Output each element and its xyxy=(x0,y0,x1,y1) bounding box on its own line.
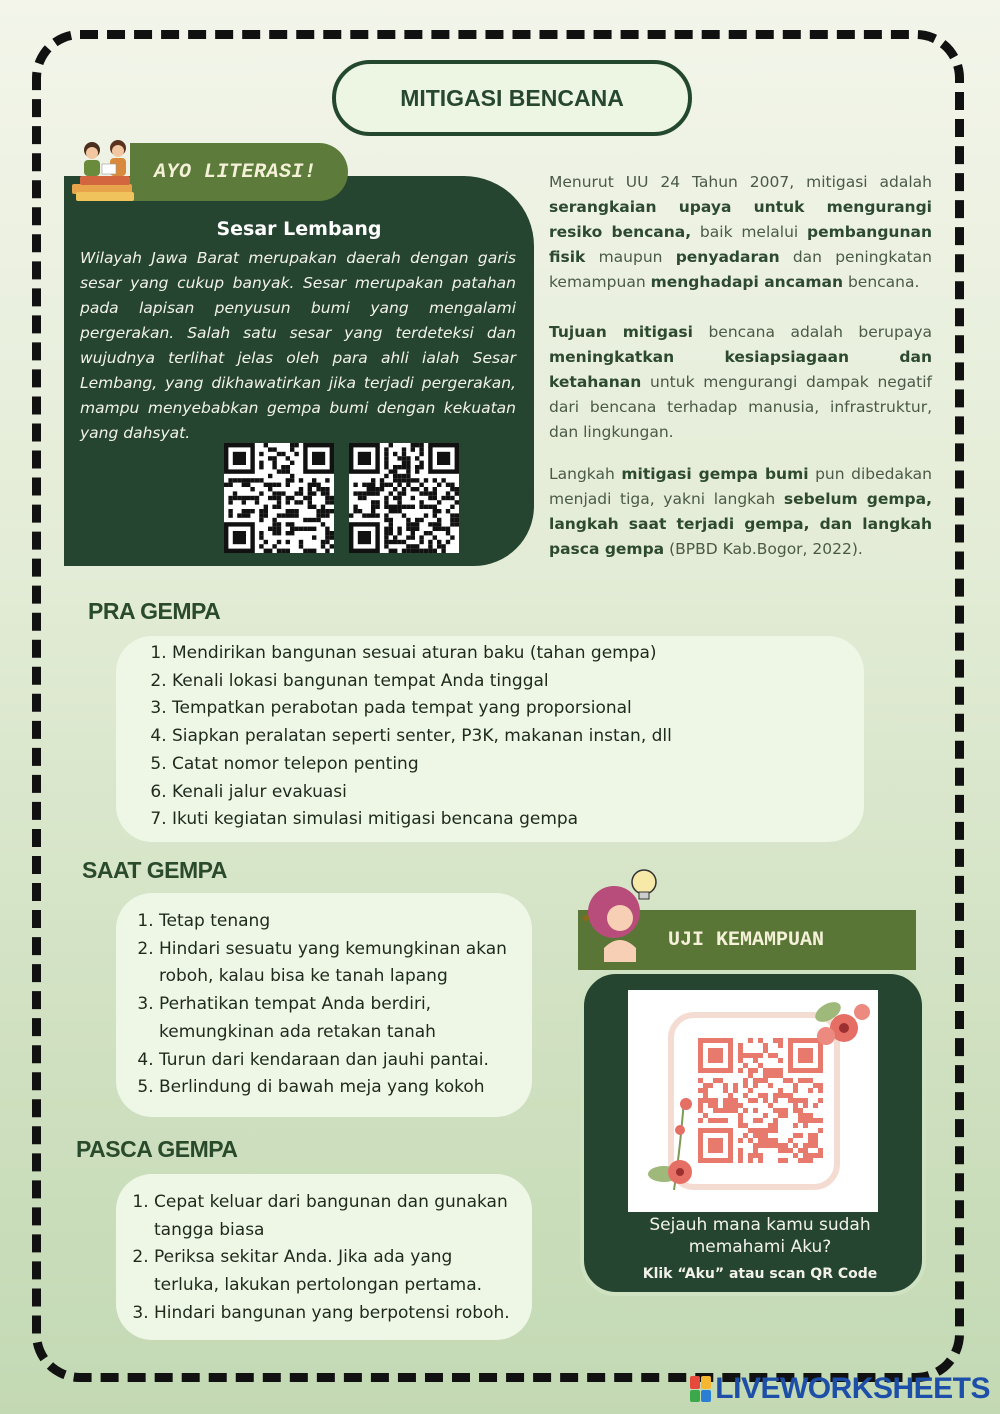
text-run: penyadaran xyxy=(675,248,780,266)
text-run: meningkatkan kesiapsiagaan dan ketahanan xyxy=(549,348,932,391)
text-run: (BPBD Kab.Bogor, 2022). xyxy=(664,540,863,558)
qr-code-right[interactable] xyxy=(349,443,459,553)
kids-reading-books-icon xyxy=(66,136,142,208)
list-item: 1. Tetap tenang xyxy=(159,908,518,936)
list-item: 3. Perhatikan tempat Anda berdiri, kemungkinan ada retakan tanah xyxy=(159,991,518,1046)
brand-text: LIVEWORKSHEETS xyxy=(715,1372,990,1405)
literasi-tab-label: AYO LITERASI! xyxy=(130,143,348,201)
pasca-gempa-list-box xyxy=(116,1174,532,1340)
flower-decoration-icon xyxy=(798,992,878,1062)
saat-gempa-heading: SAAT GEMPA xyxy=(82,857,227,883)
pra-gempa-heading: PRA GEMPA xyxy=(88,598,221,624)
pra-gempa-list xyxy=(116,636,864,834)
list-item: 2. Kenali lokasi bangunan tempat Anda tinggal xyxy=(172,668,864,696)
text-run: dan peningkatan kemampuan xyxy=(549,248,932,291)
flower-stem-decoration-icon xyxy=(644,1090,714,1200)
uji-qr-card[interactable] xyxy=(628,990,878,1212)
literasi-heading: Sesar Lembang xyxy=(216,218,382,240)
intro-paragraph-3 xyxy=(549,462,932,562)
list-item: 1. Cepat keluar dari bangunan dan gunakan tangga biasa xyxy=(154,1189,520,1244)
literasi-text: Wilayah Jawa Barat merupakan daerah dengan garis sesar yang cukup banyak. Sesar merupakan patahan pada lapisan penyusun bumi yang mengalami pergerakan. Salah satu sesar yang terdeteksi dan wujudnya terlihat jelas oleh para ahli ialah Sesar Lembang, yang dikhawatirkan jika terjadi pergerakan, mampu menyebabkan gempa bumi dengan kekuatan yang dahsyat. xyxy=(80,249,516,442)
qr-code-left[interactable] xyxy=(224,443,334,553)
text-run: Tujuan mitigasi xyxy=(549,323,693,341)
list-item: 7. Ikuti kegiatan simulasi mitigasi bencana gempa xyxy=(172,806,864,834)
list-item: 4. Siapkan peralatan seperti senter, P3K, makanan instan, dll xyxy=(172,723,864,751)
text-run: maupun xyxy=(585,248,676,266)
text-run: menghadapi ancaman xyxy=(650,273,844,291)
text-run: untuk mengurangi dampak negatif dari bencana terhadap manusia, infrastruktur, dan lingkungan. xyxy=(549,373,932,441)
list-item: 4. Turun dari kendaraan dan jauhi pantai. xyxy=(159,1047,518,1075)
text-run: baik melalui xyxy=(691,223,807,241)
list-item: 2. Periksa sekitar Anda. Jika ada yang terluka, lakukan pertolongan pertama. xyxy=(154,1244,520,1299)
uji-caption: Sejauh mana kamu sudah memahami Aku? xyxy=(649,1215,871,1257)
text-run: bencana. xyxy=(843,273,920,291)
intro-paragraph-1 xyxy=(549,170,932,295)
liveworksheets-mark-icon xyxy=(690,1376,711,1402)
text-run: Langkah xyxy=(549,465,622,483)
thinking-girl-lightbulb-icon xyxy=(578,862,662,962)
saat-gempa-list-box xyxy=(116,893,532,1117)
text-run: sebelum gempa, langkah saat terjadi gempa, dan langkah pasca gempa xyxy=(549,490,932,558)
list-item: 6. Kenali jalur evakuasi xyxy=(172,779,864,807)
pra-gempa-list-box xyxy=(116,636,864,842)
list-item: 5. Catat nomor telepon penting xyxy=(172,751,864,779)
text-run: mitigasi gempa bumi xyxy=(621,465,809,483)
pasca-gempa-heading: PASCA GEMPA xyxy=(76,1136,238,1162)
list-item: 3. Hindari bangunan yang berpotensi roboh. xyxy=(154,1300,520,1328)
text-run: bencana adalah berupaya xyxy=(692,323,932,341)
list-item: 1. Mendirikan bangunan sesuai aturan baku (tahan gempa) xyxy=(172,640,864,668)
text-run: Menurut UU 24 Tahun 2007, mitigasi adalah xyxy=(549,173,932,191)
text-run: serangkaian upaya untuk mengurangi resiko bencana, xyxy=(549,198,932,241)
list-item: 3. Tempatkan perabotan pada tempat yang proporsional xyxy=(172,695,864,723)
pasca-gempa-list xyxy=(116,1174,532,1328)
uji-kemampuan-tab-label: UJI KEMAMPUAN xyxy=(578,910,916,970)
list-item: 5. Berlindung di bawah meja yang kokoh xyxy=(159,1074,518,1102)
list-item: 2. Hindari sesuatu yang kemungkinan akan roboh, kalau bisa ke tanah lapang xyxy=(159,936,518,991)
text-run: pembangunan fisik xyxy=(549,223,932,266)
saat-gempa-list xyxy=(116,893,532,1102)
text-run: pun dibedakan menjadi tiga, yakni langkah xyxy=(549,465,932,508)
intro-paragraph-2 xyxy=(549,320,932,445)
liveworksheets-logo[interactable] xyxy=(690,1372,990,1406)
page-title: MITIGASI BENCANA xyxy=(332,60,692,136)
uji-link-text[interactable]: Klik “Aku” atau scan QR Code xyxy=(642,1266,878,1282)
